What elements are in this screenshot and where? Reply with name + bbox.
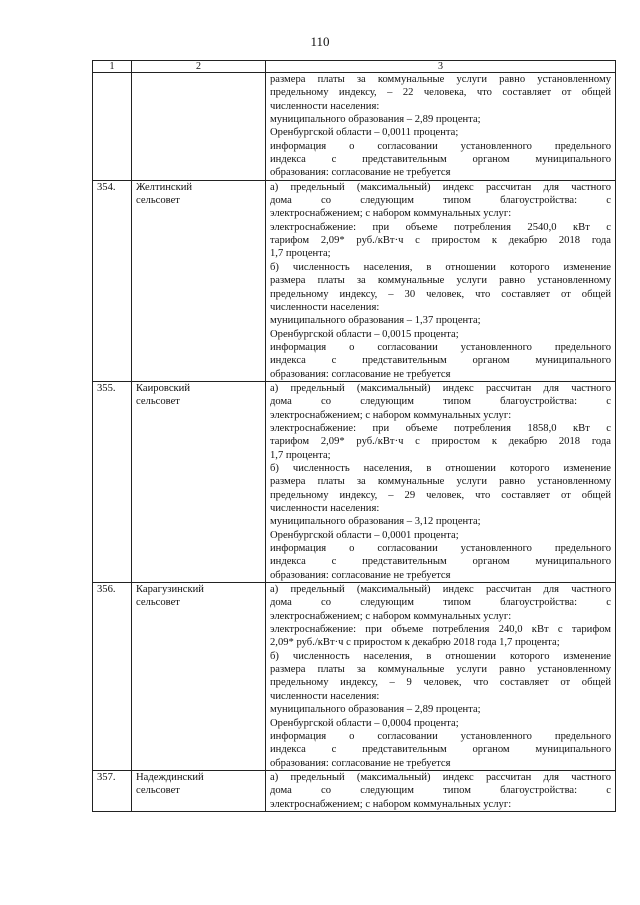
description-line: дома со следующим типом благоустройства: с <box>270 597 611 609</box>
description-line: дома со следующим типом благоустройства: с <box>270 785 611 797</box>
municipality-name <box>132 73 266 181</box>
column-header-1: 1 <box>93 61 132 73</box>
description-line: электроснабжением; с набором коммунальных услуг: <box>270 208 512 220</box>
municipality-name <box>132 770 266 811</box>
row-description <box>266 180 616 381</box>
description-line: а) предельный (максимальный) индекс рассчитан для частного <box>270 181 611 193</box>
description-line: а) предельный (максимальный) индекс рассчитан для частного <box>270 771 611 783</box>
description-line: размера платы за коммунальные услуги равно установленному <box>270 275 611 287</box>
description-line: муниципального образования – 2,89 процента; <box>270 114 481 126</box>
description-line: а) предельный (максимальный) индекс рассчитан для частного <box>270 584 611 596</box>
description-line: информация о согласовании установленного предельного <box>270 730 611 742</box>
description-line: предельному индексу, – 30 человек, что составляет от общей <box>270 288 611 300</box>
description-line: индекса с представительным органом муниципального <box>270 355 611 367</box>
municipality-name-line: сельсовет <box>136 195 180 207</box>
column-header-3: 3 <box>266 61 616 73</box>
page-number: 110 <box>310 34 330 49</box>
description-line: электроснабжение: при объеме потребления 2540,0 кВт с <box>270 221 611 233</box>
description-line: образования: согласование не требуется <box>270 757 451 769</box>
column-header-2: 2 <box>132 61 266 73</box>
row-number <box>93 73 132 181</box>
description-line: Оренбургской области – 0,0004 процента; <box>270 717 459 729</box>
row-description <box>266 770 616 811</box>
row-number: 356. <box>93 583 132 771</box>
table-row <box>93 73 616 181</box>
description-line: индекса с представительным органом муниципального <box>270 744 611 756</box>
description-line: индекса с представительным органом муниципального <box>270 556 611 568</box>
description-line: образования: согласование не требуется <box>270 368 451 380</box>
municipality-name <box>132 583 266 771</box>
description-line: б) численность населения, в отношении которого изменение <box>270 261 611 273</box>
municipality-name <box>132 180 266 381</box>
description-line: 2,09* руб./кВт·ч с приростом к декабрю 2018 года 1,7 процента; <box>270 637 560 649</box>
description-line: размера платы за коммунальные услуги равно установленному <box>270 664 611 676</box>
description-line: размера платы за коммунальные услуги равно установленному <box>270 74 611 85</box>
description-line: информация о согласовании установленного предельного <box>270 140 611 152</box>
description-line: численности населения: <box>270 690 380 702</box>
table-row <box>93 381 616 582</box>
description-line: муниципального образования – 3,12 процента; <box>270 516 481 528</box>
description-line: образования: согласование не требуется <box>270 167 451 179</box>
description-line: б) численность населения, в отношении которого изменение <box>270 650 611 662</box>
description-line: электроснабжение: при объеме потребления 240,0 кВт с тарифом <box>270 624 611 636</box>
description-line: муниципального образования – 1,37 процента; <box>270 315 481 327</box>
description-line: а) предельный (максимальный) индекс рассчитан для частного <box>270 382 611 394</box>
description-line: Оренбургской области – 0,0001 процента; <box>270 529 459 541</box>
municipality-name-line: Карагузинский <box>136 584 204 596</box>
description-line: информация о согласовании установленного предельного <box>270 543 611 555</box>
municipality-name-line: Желтинский <box>136 181 193 193</box>
row-description <box>266 583 616 771</box>
municipality-name <box>132 381 266 582</box>
description-line: дома со следующим типом благоустройства: с <box>270 195 611 207</box>
description-line: предельному индексу, – 22 человека, что составляет от общей <box>270 87 611 99</box>
table-header-row <box>93 61 616 73</box>
description-line: предельному индексу, – 29 человек, что составляет от общей <box>270 489 611 501</box>
description-line: 1,7 процента; <box>270 449 331 461</box>
description-line: тарифом 2,09* руб./кВт·ч с приростом к декабрю 2018 года <box>270 436 611 448</box>
description-line: муниципального образования – 2,89 процента; <box>270 704 481 716</box>
description-line: тарифом 2,09* руб./кВт·ч с приростом к декабрю 2018 года <box>270 235 611 247</box>
description-line: электроснабжением; с набором коммунальных услуг: <box>270 610 512 622</box>
municipality-name-line: сельсовет <box>136 597 180 609</box>
row-description <box>266 381 616 582</box>
row-number: 357. <box>93 770 132 811</box>
description-line: электроснабжением; с набором коммунальных услуг: <box>270 409 512 421</box>
description-line: Оренбургской области – 0,0015 процента; <box>270 328 459 340</box>
description-line: информация о согласовании установленного предельного <box>270 341 611 353</box>
row-number: 354. <box>93 180 132 381</box>
description-line: дома со следующим типом благоустройства: с <box>270 396 611 408</box>
row-number: 355. <box>93 381 132 582</box>
document-table <box>92 60 616 812</box>
table-row <box>93 180 616 381</box>
description-line: численности населения: <box>270 503 380 514</box>
description-line: Оренбургской области – 0,0011 процента; <box>270 127 459 139</box>
description-line: электроснабжением; с набором коммунальных услуг: <box>270 798 512 810</box>
description-line: индекса с представительным органом муниципального <box>270 154 611 166</box>
description-line: численности населения: <box>270 100 380 112</box>
description-line: размера платы за коммунальные услуги равно установленному <box>270 476 611 488</box>
description-line: предельному индексу, – 9 человек, что составляет от общей <box>270 677 611 689</box>
description-line: электроснабжение: при объеме потребления 1858,0 кВт с <box>270 422 611 434</box>
description-line: 1,7 процента; <box>270 248 331 260</box>
description-line: б) численность населения, в отношении которого изменение <box>270 462 611 474</box>
municipality-name-line: Надеждинский <box>136 771 204 783</box>
table-body <box>93 73 616 812</box>
municipality-name-line: сельсовет <box>136 785 180 797</box>
row-description <box>266 73 616 181</box>
table-row <box>93 770 616 811</box>
description-line: численности населения: <box>270 301 380 313</box>
table-row <box>93 583 616 771</box>
description-line: образования: согласование не требуется <box>270 569 451 581</box>
municipality-name-line: Каировский <box>136 382 191 394</box>
municipality-name-line: сельсовет <box>136 396 180 408</box>
